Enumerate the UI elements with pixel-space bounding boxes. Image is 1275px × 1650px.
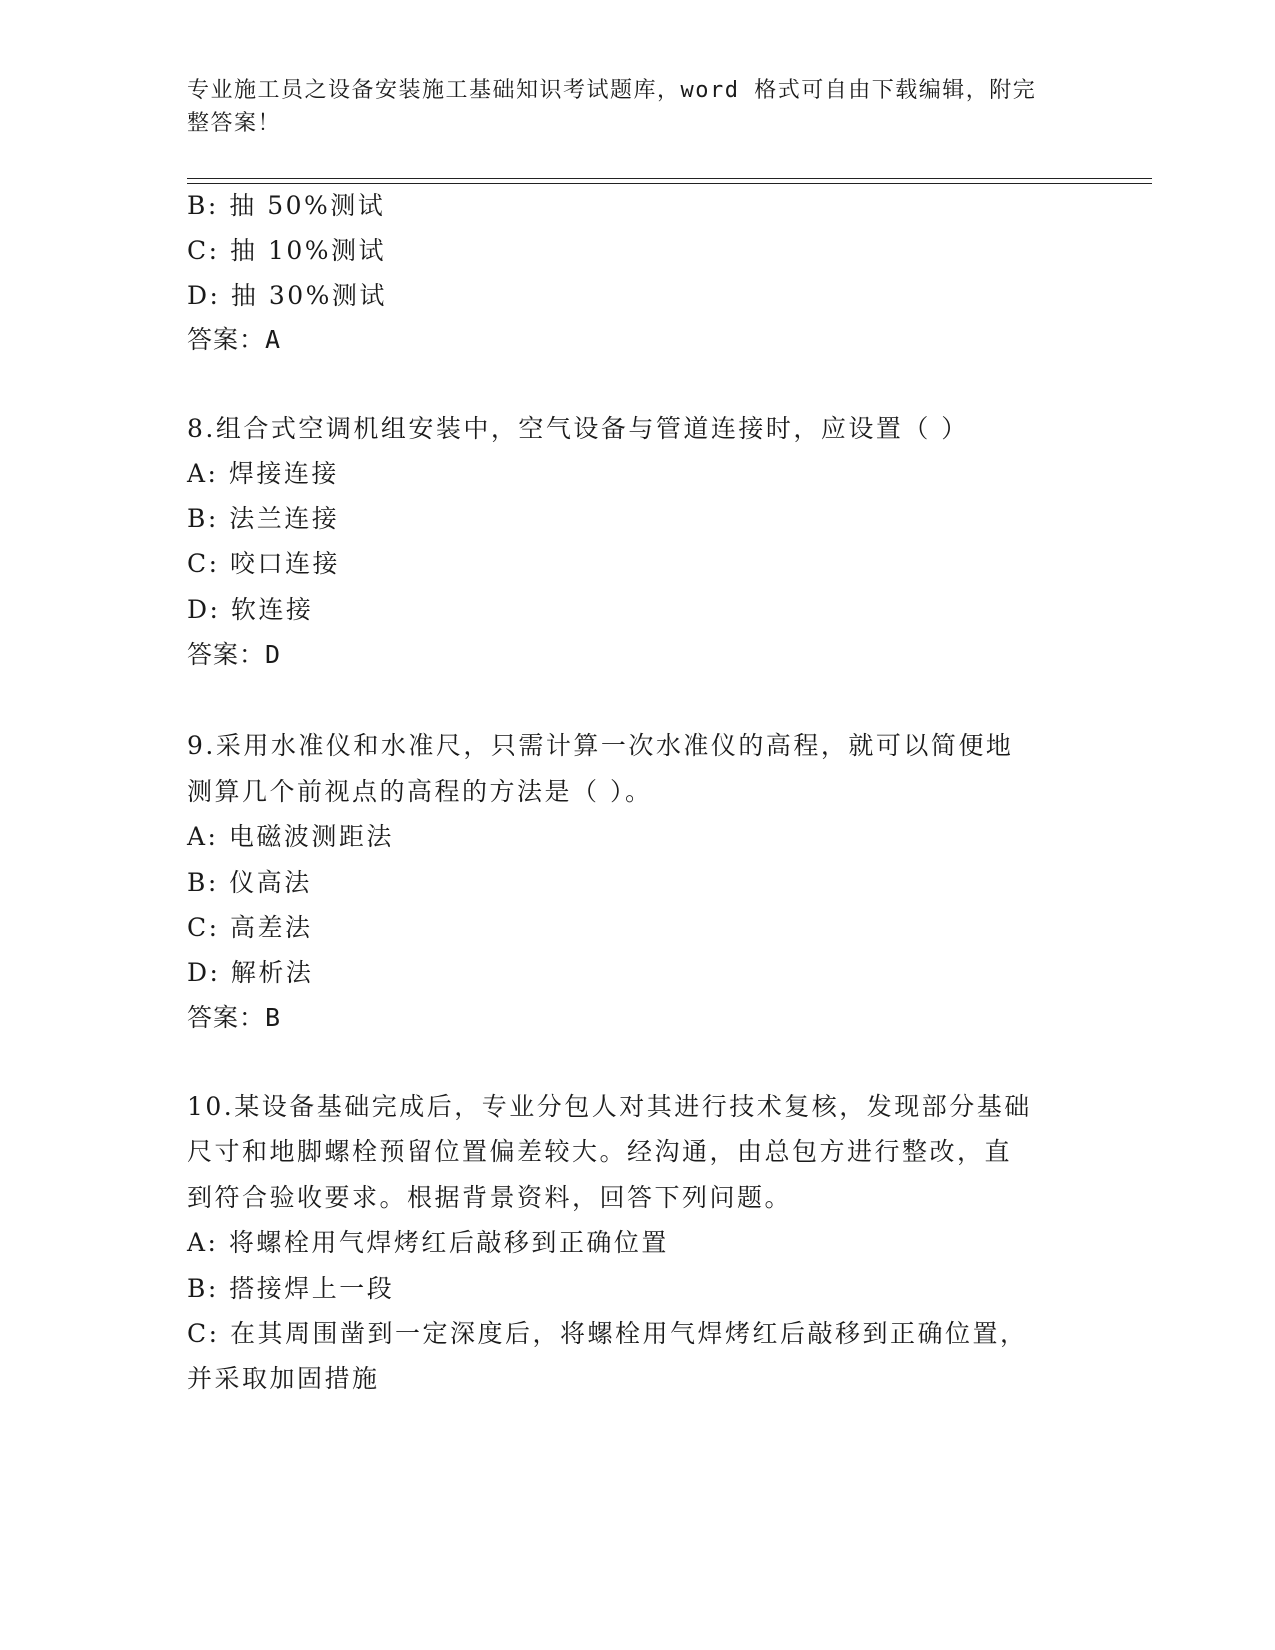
q8-option-d: D: 软连接: [187, 595, 314, 624]
q8-option-a: A: 焊接连接: [187, 459, 339, 488]
q9-stem-line-2: 测算几个前视点的高程的方法是（ ）。: [187, 777, 653, 806]
header-divider-top: [187, 178, 1152, 179]
header-line-2: 整答案！: [187, 111, 282, 136]
q9-option-a: A: 电磁波测距法: [187, 822, 394, 851]
q8-answer: 答案：D: [187, 640, 282, 669]
q10-option-c: C: 在其周围凿到一定深度后，将螺栓用气焊烤红后敲移到正确位置，: [187, 1319, 1028, 1348]
q9-stem-line-1: 9.采用水准仪和水准尺，只需计算一次水准仪的高程，就可以简便地: [187, 731, 1014, 760]
q7-option-c: C: 抽 10%测试: [187, 236, 387, 265]
document-header: [187, 74, 1087, 140]
q10-stem-line-2: 尺寸和地脚螺栓预留位置偏差较大。经沟通，由总包方进行整改，直: [187, 1137, 1013, 1166]
q10-stem-line-3: 到符合验收要求。根据背景资料，回答下列问题。: [187, 1183, 793, 1212]
q8-option-c: C: 咬口连接: [187, 549, 340, 578]
q7-answer: 答案：A: [187, 325, 282, 354]
q10-option-b: B: 搭接焊上一段: [187, 1274, 395, 1303]
q10-stem-line-1: 10.某设备基础完成后，专业分包人对其进行技术复核，发现部分基础: [187, 1092, 1032, 1121]
q9-option-b: B: 仪高法: [187, 868, 312, 897]
q8-option-b: B: 法兰连接: [187, 504, 340, 533]
q7-option-d: D: 抽 30%测试: [187, 281, 387, 310]
q8-stem: 8.组合式空调机组安装中，空气设备与管道连接时，应设置（ ）: [187, 414, 969, 443]
q10-option-c-continued: 并采取加固措施: [187, 1364, 380, 1393]
q9-answer: 答案：B: [187, 1003, 282, 1032]
q7-option-b: B: 抽 50%测试: [187, 191, 386, 220]
q10-option-a: A: 将螺栓用气焊烤红后敲移到正确位置: [187, 1228, 669, 1257]
header-line-1: 专业施工员之设备安装施工基础知识考试题库，word 格式可自由下载编辑，附完: [187, 78, 1037, 103]
header-divider-bottom: [187, 183, 1152, 184]
q9-option-c: C: 高差法: [187, 913, 313, 942]
q9-option-d: D: 解析法: [187, 958, 314, 987]
